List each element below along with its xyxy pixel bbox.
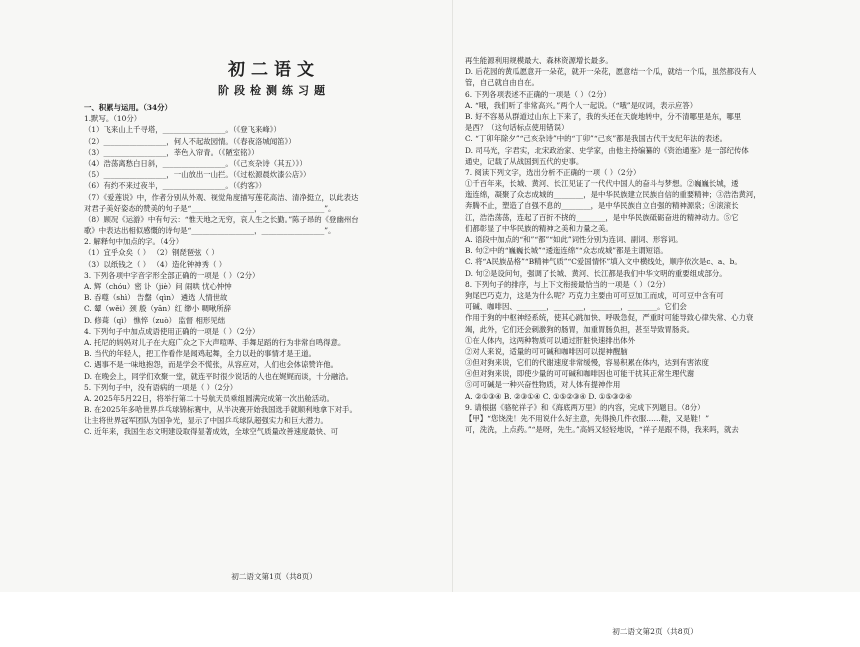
left-line: 对君子美好姿态的赞美的句子是“_________________，_________________”。: [84, 203, 336, 213]
right-line: 通史，记载了从战国到五代的史事。: [465, 156, 584, 166]
left-line: 3. 下列各项中字音字形全部正确的一项是（ ）（2分）: [84, 270, 260, 280]
page-one-body: [84, 102, 464, 438]
page-two-footer: 初二语文第2页（共8页）: [612, 626, 698, 636]
left-line: A. 托尼的妈妈对儿子在大庭广众之下大声喧哗、手舞足蹈的行为非常自鸣得意。: [84, 337, 346, 347]
left-line: 4. 下列句子中加点成语使用正确的一项是（ ）（2分）: [84, 326, 260, 336]
left-line: 让主将世界冠军团队为国争光，显示了中国乒乓球队超强实力和巨大潜力。: [84, 416, 328, 426]
left-line: C. 近年来，我国生态文明建设取得显著成效，全球空气质量改善速度最快、可: [84, 427, 338, 437]
right-line: 可，洗洗，上点药。”“是呀，先生。”高妈又轻轻地说，“祥子是跟不得，我来吗，就去: [465, 425, 739, 435]
right-line: 竭，此外，它们还会刺激狗的肠胃，加重胃肠负担，甚至导致胃肠炎。: [465, 324, 695, 334]
right-line: D. 司马光，字君实，北宋政治家、史学家，由他主持编纂的《资治通鉴》是一部纪传体: [465, 145, 749, 155]
right-line: 作用于狗的中枢神经系统，使其心跳加快、呼吸急促，严重时可能导致心律失常、心力衰: [465, 313, 754, 323]
left-line: C. 遇事不是一味地抱怨，而是学会不慌张，从容应对，人们也会体谅赞许他。: [84, 360, 338, 370]
left-line: D. 修葺（qì） 憔悴（zuò） 监督 相形见绌: [84, 315, 226, 325]
left-line: （3）_________________，莘色入帘青。（《陋室铭》）: [84, 147, 259, 157]
right-line: 们都彰显了中华民族的精神之美和力量之美。: [465, 223, 613, 233]
left-line: （1）飞来山上千寻塔，_________________。（《登飞来峰》）: [84, 125, 281, 135]
right-line: ①千百年来，长城、黄河、长江见证了一代代中国人的奋斗与梦想。②巍巍长城，逶: [465, 179, 739, 189]
left-line: （3）以纸钱之（ ） （4）造化钟神秀（ ）: [84, 259, 227, 269]
right-line: A. ②①③④ B. ②③①④ C. ①⑤②③④ D. ①⑤③②④: [465, 391, 632, 401]
left-line: 一、积累与运用。（34分）: [84, 103, 172, 112]
right-line: D. 句②是设问句，强调了长城、黄河、长江都是我们中华文明的重要组成部分。: [465, 268, 727, 278]
left-line: （6）有约不来过夜半，_________________。（《约客》）: [84, 181, 267, 191]
right-line: ④但对狗来说，即使少量的可可碱和咖啡因也可能干扰其正常生理代谢: [465, 369, 695, 379]
right-line: 狗尾巴巧克力，这是为什么呢？巧克力主要由可可豆加工而成，可可豆中含有可: [465, 290, 724, 300]
right-line: C. 将“A民族品格”“B精神气质”“C爱国情怀”填入文中横线处，顺序依次是c、a、b。: [465, 257, 742, 267]
right-line: ②对人来说，适量的可可碱和咖啡因可以提神醒脑: [465, 346, 628, 356]
left-line: （5）_________________，一山放出一山拦。（《过松源晨炊漆公店》）: [84, 170, 311, 180]
left-line: B. 当代的年轻人，把工作看作是闻鸡起舞，全力以赴的事情才是王道。: [84, 349, 316, 359]
right-line: 可碱、咖啡因、________，________，________，________。它们会: [465, 302, 687, 312]
right-line: 奔腾不止，塑造了自强不息的________，是中华民族自立自强的精神源泉；④滚滚长: [465, 201, 739, 211]
left-line: 5. 下列句子中，没有语病的一项是（ ）（2分）: [84, 382, 238, 392]
right-line: 迤连绵，凝聚了众志成城的________，是中华民族建立民族自信的重要精神；③浩浩黄河，: [465, 190, 761, 200]
right-line: ⑤可可碱是一种兴奋性物质，对人体有提神作用: [465, 380, 621, 390]
right-line: 7. 阅读下列文字，选出分析不正确的一项（ ）（2分）: [465, 167, 641, 177]
right-line: D. 后花园的黄瓜愿意开一朵花，就开一朵花，愿意结一个瓜，就结一个瓜，虽然都没有人: [465, 67, 757, 77]
right-line: 6. 下列各项表述不正确的一项是（ ）（2分）: [465, 89, 611, 99]
page-one: [84, 0, 464, 592]
left-line: （1）宜乎众矣（ ） （2）钢琵琶弦（ ）: [84, 248, 219, 258]
right-line: 再生能源利用规模最大、森林资源增长最多。: [465, 56, 613, 65]
left-line: （7）《爱莲说》中，作者分别从外观、视觉角度描写莲花高洁、清净挺立，以此表达: [84, 192, 359, 202]
left-line: 歌》中表达出相似感慨的诗句是“_________________，_________________”。: [84, 226, 336, 236]
exam-title: 初二语文: [228, 60, 320, 80]
left-line: 2. 解释句中加点的字。（4分）: [84, 237, 184, 247]
left-line: C. 颦（wěi）颈 殷（yān）红 缈小 啁啾所辞: [84, 304, 232, 314]
page-one-footer: 初二语文第1页（共8页）: [231, 571, 317, 581]
left-line: （2）_________________，何人不起故园情。（《春夜洛城闻笛》）: [84, 136, 296, 146]
left-line: B. 在2025年多哈世界乒乓球锦标赛中，从半决赛开始我国选手就顺利地拿下对手。: [84, 405, 357, 415]
right-line: C. “丁卯年除夕”“己亥杂诗”中的“丁卯”“己亥”都是我国古代干支纪年法的表述。: [465, 134, 728, 144]
right-line: 江，浩浩荡荡，连起了百折不挠的________，是中华民族砥砺奋进的精神动力。⑤它: [465, 212, 739, 222]
right-line: B. 好不容易从群道过山东上下来了，我的头还在天旋地转中，分不清哪里是东，哪里: [465, 111, 742, 121]
right-line: 8. 下列句子的排序，与上下文衔接最恰当的一项是（ ）（2分）: [465, 279, 670, 289]
right-line: A. 语段中加点的“和”“都”“如此”词性分别为连词、副词、形容词。: [465, 235, 683, 244]
left-line: A. 辉（chóu）密 讣（jiè）问 闹哄 忧心忡忡: [84, 282, 232, 291]
right-line: 管，自己就自由自在。: [465, 78, 539, 88]
right-line: 9. 请根据《骆驼祥子》和《海底两万里》的内容，完成下列题目。（8分）: [465, 402, 705, 412]
left-line: A. 2025年5月22日，将举行第二十号航天员乘组圆满完成第一次出舱活动。: [84, 393, 334, 403]
left-line: （4）浩荡离愁白日斜，_________________。（《己亥杂诗（其五）》）: [84, 158, 307, 168]
right-line: A. “哦，我们听了非常高兴。”两个人一起说。（“哦”是叹词，表示应答）: [465, 100, 698, 110]
exam-subtitle: 阶段检测练习题: [218, 84, 330, 97]
left-line: 1.默写。（10分）: [84, 114, 142, 124]
right-line: 【甲】“您饶洗！先不用说什么好主意，先得换几件衣服……鞋，又是鞋！”: [465, 414, 710, 423]
right-line: B. 句②中的“巍巍长城”“逶迤连绵”“众志成城”都是主谓短语。: [465, 246, 668, 256]
right-line: ①在人体内，这两种物质可以通过肝脏快速排出体外: [465, 335, 635, 345]
left-line: D. 在晚会上，同学们欢聚一堂，就连平时很少说话的人也在娓娓而谈，十分融洽。: [84, 371, 354, 381]
right-line: ③但对狗来说，它们的代谢速度非常缓慢，容易积累在体内，达到有害浓度: [465, 358, 709, 368]
right-line: 是西？（这句话标点使用错误）: [465, 123, 569, 133]
left-line: （8）顾况《运游》中有句云：“惟天地之无穷，哀人生之长勤。”陈子昂的《登幽州台: [84, 214, 359, 224]
page-two: [465, 0, 845, 647]
page-two-body: [465, 55, 845, 435]
left-line: B. 吞噬（shì） 告罄（qìn） 遴选 人情世故: [84, 293, 228, 303]
